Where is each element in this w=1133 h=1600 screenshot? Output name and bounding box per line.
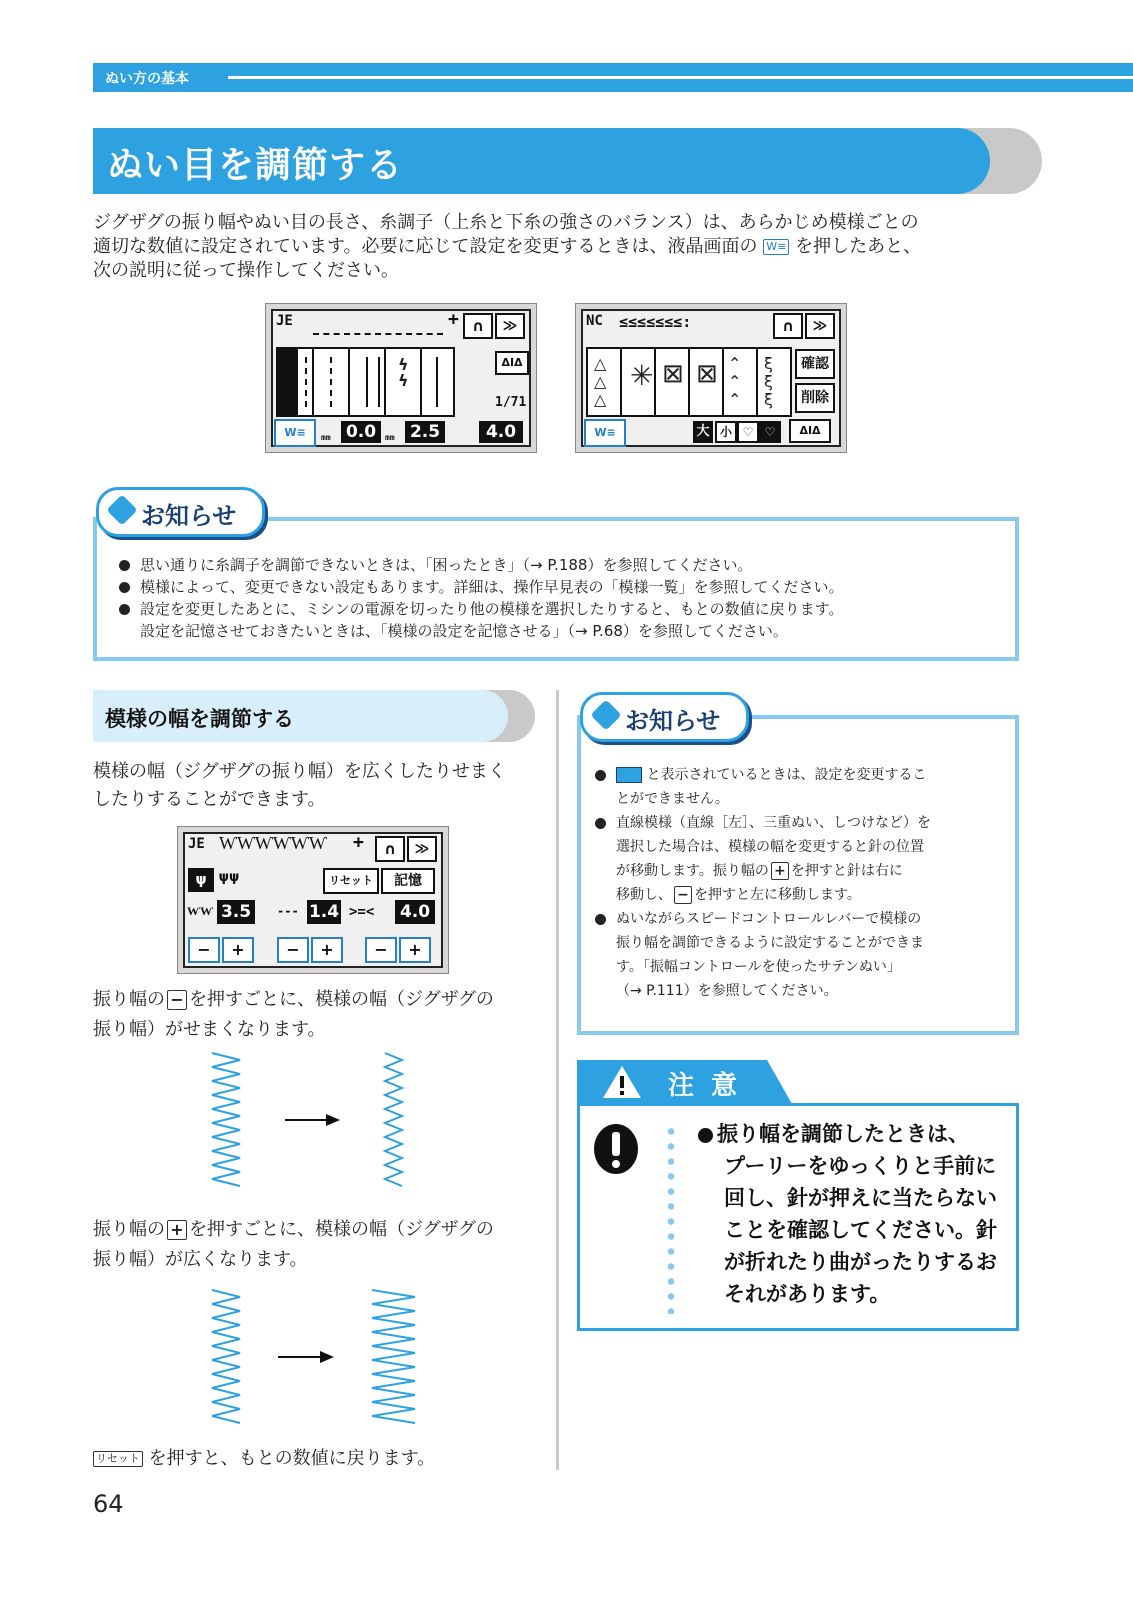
scissors-icon[interactable]: ≫	[495, 313, 525, 339]
info-diamond-icon	[106, 494, 137, 525]
length-minus-button[interactable]: −	[277, 937, 309, 963]
tension-plus-button[interactable]: +	[399, 937, 431, 963]
intro-line-3: 次の説明に従って操作してください。	[93, 260, 399, 281]
zigzag-before-2	[212, 1290, 240, 1423]
notice-tab-1-title: お知らせ	[141, 502, 237, 530]
reverse-icon-3[interactable]: ∩	[375, 836, 405, 862]
caution-text	[698, 1118, 997, 1310]
notice1-list	[119, 554, 844, 642]
zigzag-preview: ⱲⱲⱲⱲⱲⱲ	[219, 833, 327, 854]
zigzag-after	[385, 1053, 402, 1186]
plus-description: 振り幅の + を押すごとに、模様の幅（ジグザグの 振り幅）が広くなります。	[93, 1219, 494, 1270]
zigzag-after-2	[372, 1290, 415, 1423]
reset-button[interactable]: リセット	[323, 868, 379, 894]
delete-button[interactable]: 削除	[795, 383, 835, 413]
character-grid: △ △ △ ✳ ⊠ ⊠ ⌃ ⌃ ⌃ ξ ξ ξ	[586, 347, 792, 417]
twin-needle-icon[interactable]: ψψ	[218, 870, 240, 885]
caution-line-6: それがあります。	[724, 1282, 891, 1306]
width-value: 0.0	[341, 421, 381, 443]
small-size-button[interactable]: 小	[715, 421, 737, 443]
lcd-screen-width	[177, 826, 449, 974]
notice1-item-3: 設定を変更したあとに、ミシンの電源を切ったり他の模様を選択したりすると、もとの数値に戻ります。	[119, 598, 844, 620]
intro-line-1: ジグザグの振り幅やぬい目の長さ、糸調子（上糸と下糸の強さのバランス）は、あらかじめ模様ごとの	[93, 212, 919, 233]
notice2-item-1: と表示されているときは、設定を変更するこ	[595, 763, 931, 787]
caution-line-4: ことを確認してください。針	[724, 1218, 997, 1242]
width-section-heading	[93, 690, 538, 742]
heart-button[interactable]: ♡	[737, 421, 759, 443]
caution-line-5: が折れたり曲がったりするお	[724, 1250, 997, 1274]
tension-setting-icon: >=<	[349, 904, 375, 920]
pattern-grid: ϟ ϟ	[276, 347, 455, 417]
lcd2-set-key[interactable]: W≡	[584, 419, 626, 447]
info-diamond-icon-2	[590, 699, 621, 730]
notice-tab-2	[580, 692, 749, 742]
width-plus-button[interactable]: +	[222, 937, 254, 963]
length-setting-icon: ---	[277, 904, 299, 918]
scissors-icon-2[interactable]: ≫	[805, 313, 835, 339]
notice1-item-2: 模様によって、変更できない設定もあります。詳細は、操作早見表の「模様一覧」を参照してください。	[119, 576, 844, 598]
mm-label-2: mm	[385, 433, 395, 442]
tension-minus-button[interactable]: −	[365, 937, 397, 963]
section-rule	[228, 76, 1133, 79]
foot-icon: JE	[276, 313, 293, 329]
section-header	[93, 63, 1133, 92]
length-value: 2.5	[405, 421, 445, 443]
foot-icon-3: JE	[188, 836, 205, 852]
large-size-button[interactable]: 大	[693, 421, 713, 443]
scissors-icon-3[interactable]: ≫	[407, 836, 437, 862]
reverse-icon[interactable]: ∩	[463, 313, 493, 339]
notice-tab-2-title: お知らせ	[625, 707, 721, 735]
character-preview: ≤≤≤≤≤≤≤:	[619, 313, 692, 331]
set-key-icon: W≡	[763, 239, 789, 255]
page-title: ぬい目を調節する	[107, 145, 404, 186]
width-heading-text: 模様の幅を調節する	[105, 707, 294, 731]
character-mode-icon: NC	[586, 313, 603, 329]
width-description: 模様の幅（ジグザグの振り幅）を広くしたりせまく したりすることができます。	[93, 761, 506, 810]
notice-box-1	[93, 517, 1019, 661]
needle-plus-icon-3: +	[353, 832, 364, 853]
minus-key-icon-2: −	[674, 886, 692, 904]
plus-key-icon: +	[167, 1220, 187, 1240]
lcd3-length-value: 1.4	[308, 902, 340, 922]
caution-line-1: 振り幅を調節したときは、	[698, 1118, 997, 1150]
needle-plus-icon: +	[448, 309, 459, 330]
mirror-icon[interactable]: ΔIΔ	[495, 351, 529, 375]
notice-tab-1	[96, 487, 265, 537]
heart-filled-button[interactable]: ♡	[759, 421, 781, 443]
lcd1-set-key[interactable]: W≡	[274, 419, 316, 447]
reset-description: リセット を押すと、もとの数値に戻ります。	[93, 1447, 548, 1471]
zigzag-before	[212, 1053, 240, 1186]
page-number: 64	[93, 1490, 124, 1518]
memory-button[interactable]: 記憶	[381, 868, 435, 894]
mirror-icon-2[interactable]: ΔIΔ	[789, 419, 831, 443]
plus-key-icon-2: +	[771, 862, 789, 880]
reverse-icon-2[interactable]: ∩	[773, 313, 803, 339]
minus-key-icon: −	[167, 990, 187, 1010]
arrow-head	[326, 1114, 340, 1126]
caution-title: 注 意	[668, 1071, 742, 1101]
caution-box	[577, 1103, 1019, 1331]
wide-zigzag-diagram	[200, 1285, 430, 1430]
intro-paragraph	[93, 211, 1053, 283]
confirm-button[interactable]: 確認	[795, 349, 835, 379]
tension-value: 4.0	[479, 421, 523, 443]
notice2-list: と表示されているときは、設定を変更するこ とができません。 直線模様（直線［左］、三重ぬい、しつけなど）を 選択した場合は、模様の幅を変更すると針の位置 が移動します。振り幅の + を押すと針は右に 移動し、 − を押すと左に移動します。 ぬいながらスピードコントロールレバーで模様の 振り幅を調節できるように設定することができま す。「振幅コントロールを使ったサテンぬい」 （→ P.111）を参照してください。	[595, 763, 931, 1003]
lcd-screen-character	[575, 303, 847, 453]
page-indicator: 1/71	[495, 395, 527, 410]
notice2-item-2: 直線模様（直線［左］、三重ぬい、しつけなど）を	[595, 811, 931, 835]
page-title-bar	[93, 128, 990, 194]
section-label: ぬい方の基本	[105, 68, 199, 88]
minus-description: 振り幅の − を押すごとに、模様の幅（ジグザグの 振り幅）がせまくなります。	[93, 989, 494, 1040]
arrow-head-2	[320, 1351, 334, 1363]
single-needle-icon[interactable]: ψ	[188, 868, 214, 892]
lcd3-tension-value: 4.0	[395, 900, 435, 924]
notice2-item-3: ぬいながらスピードコントロールレバーで模様の	[595, 907, 931, 931]
width-setting-icon: ⱲⱲ	[187, 904, 214, 918]
unavailable-indicator-icon	[616, 767, 642, 783]
length-plus-button[interactable]: +	[311, 937, 343, 963]
intro-line-2: 適切な数値に設定されています。必要に応じて設定を変更するときは、液晶画面の W≡ を押したあと、	[93, 236, 922, 257]
width-minus-button[interactable]: −	[188, 937, 220, 963]
pattern-preview-line	[313, 333, 443, 335]
reset-key-icon: リセット	[93, 1451, 143, 1467]
dotted-divider	[668, 1124, 674, 1314]
lcd-screen-utility	[265, 303, 537, 453]
lcd3-width-value: 3.5	[217, 900, 255, 924]
caution-line-3: 回し、針が押えに当たらない	[724, 1186, 997, 1210]
caution-line-2: プーリーをゆっくりと手前に	[724, 1154, 997, 1178]
mm-label-1: mm	[321, 433, 331, 442]
exclamation-icon	[592, 1122, 640, 1176]
column-divider	[556, 690, 559, 1470]
notice1-item-1: 思い通りに糸調子を調節できないときは、「困ったとき」（→ P.188）を参照してください。	[119, 554, 844, 576]
notice-box-2	[577, 715, 1019, 1035]
narrow-zigzag-diagram	[200, 1048, 430, 1193]
notice1-continuation: 設定を記憶させておきたいときは、「模様の設定を記憶させる」（→ P.68）を参照してください。	[140, 622, 788, 640]
